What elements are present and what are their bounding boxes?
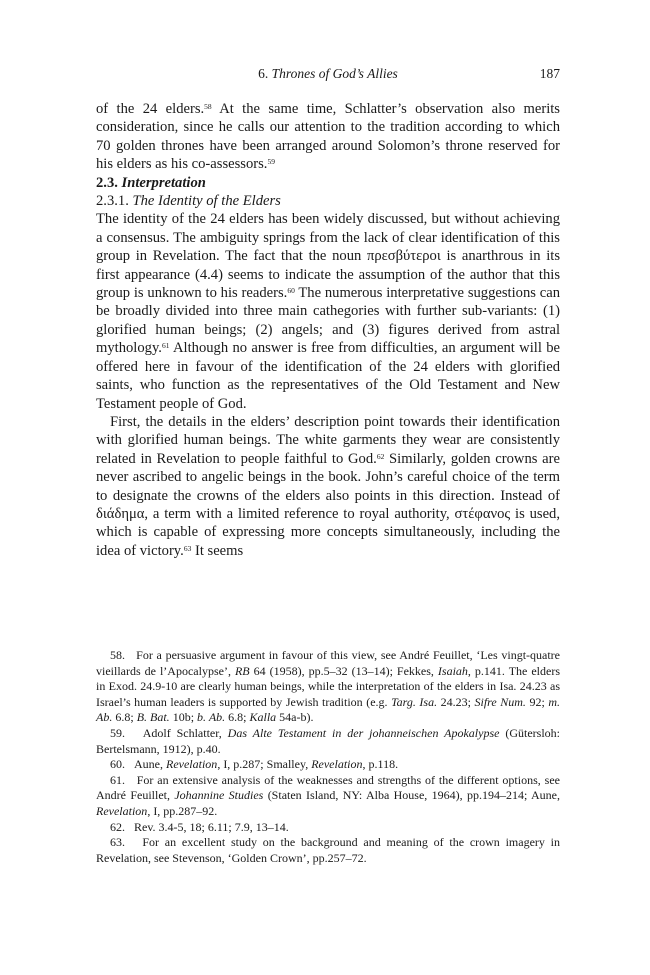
text-run: 6.8; — [225, 710, 250, 725]
text-run: The identity of the 24 elders has been widely discussed, but without achieving a consensus. The ambiguity springs from the lack of clear identification of this group in Revelation. The fact that the noun πρεσβύτεροι is anarthrous in its first appearance (4.4) seems to indicate the assumption of the author that this group is unknown to his readers. — [96, 211, 560, 302]
book-title: Revelation — [96, 803, 148, 818]
page-number: 187 — [539, 66, 560, 81]
footnote-ref-61[interactable]: 61 — [161, 341, 170, 351]
text-run: 10b; — [169, 710, 198, 725]
text-run: It seems — [191, 542, 244, 559]
running-head — [96, 66, 560, 84]
footnote-number: 59. — [110, 725, 125, 740]
text-run: Although no answer is free from difficulties, an argument will be offered here in favour of the identification of the 24 elders with glorified saints, who function as the representatives of the Old Testament and New Testament people of God. — [96, 340, 560, 412]
paragraph-2 — [96, 210, 560, 412]
text-run: 24.23; — [437, 694, 475, 709]
source-title: b. Ab. — [197, 710, 226, 725]
book-title: Johannine Studies — [174, 788, 264, 803]
source-title: Sifre Num. — [474, 694, 526, 709]
text-run: Aune, — [134, 757, 166, 772]
text-run: For an extensive analysis of the weaknesses and strengths of the different options, see André Feuillet, — [96, 772, 560, 803]
text-run: 92; — [525, 694, 549, 709]
footnote-63 — [96, 835, 560, 866]
source-title: Kalla — [249, 710, 277, 725]
source-title: Targ. Isa. — [391, 694, 438, 709]
section-title: Interpretation — [121, 174, 206, 191]
footnote-number: 58. — [110, 648, 125, 662]
footnote-number: 63. — [110, 835, 125, 850]
chapter-running-title — [96, 66, 560, 82]
subsection-heading — [96, 192, 560, 210]
footnote-number: 60. — [110, 757, 125, 772]
section-heading — [96, 174, 560, 192]
text-run: 54a-b). — [276, 710, 314, 725]
main-text — [96, 100, 560, 560]
text-run: (Staten Island, NY: Alba House, 1964), pp.194–214; Aune, — [263, 788, 560, 803]
paragraph-3 — [96, 413, 560, 560]
text-run: , I, pp.287–92. — [147, 803, 218, 818]
book-title: Das Alte Testament in der johanneischen Apokalypse — [227, 725, 500, 740]
book-title: Revelation — [311, 757, 363, 772]
footnote-ref-60[interactable]: 60 — [287, 286, 295, 296]
text-run: , p.118. — [362, 757, 399, 772]
footnote-59 — [96, 726, 560, 757]
footnote-61 — [96, 773, 560, 820]
text-run: (Gütersloh: Bertelsmann, 1912), p.40. — [96, 725, 561, 756]
footnote-ref-59[interactable]: 59 — [267, 157, 275, 167]
footnote-number: 61. — [110, 772, 125, 787]
text-run: 64 (1958), pp.5–32 (13–14); Fekkes, — [249, 663, 438, 678]
footnote-number: 62. — [110, 819, 125, 834]
text-run: The numerous interpretative suggestions can be broadly divided into three main cathegories with further sub-variants: (1) glorified human beings; (2) angels; and (3) figures derived from astral mythology. — [96, 285, 560, 357]
footnote-ref-58[interactable]: 58 — [204, 102, 212, 111]
footnote-62 — [96, 820, 560, 836]
text-run: Rev. 3.4-5, 18; 6.11; 7.9, 13–14. — [134, 819, 289, 834]
source-title: B. Bat. — [136, 710, 170, 725]
text-run: , I, p.287; Smalley, — [217, 757, 312, 772]
text-run: For an excellent study on the background and meaning of the crown imagery in Revelation, see Stevenson, ‘Golden Crown’, pp.257–72. — [96, 835, 561, 865]
text-run: , p.141. The elders in Exod. 24.9-10 are clearly human beings, while the interpretation of the elders in Isa. 24.23 as Israel’s human leaders is supported by Jewish tradition (e.g. — [96, 663, 560, 709]
text-run: For a persuasive argument in favour of this view, see André Feuillet, ‘Les vingt-quatre vieillards de l’Apocalypse’, — [96, 648, 561, 678]
footnotes — [96, 648, 560, 866]
chapter-number: 6. — [258, 66, 269, 81]
text-run: At the same time, Schlatter’s observation also merits consideration, since he calls our attention to the tradition according to which 70 golden thrones have been arranged around Solomon’s throne reserved for his elders as his co-assessors. — [96, 101, 560, 173]
journal-title: RB — [234, 663, 250, 678]
book-title: Isaiah — [437, 663, 468, 678]
subsection-number: 2.3.1. — [96, 193, 129, 210]
source-title: m. Ab. — [96, 694, 560, 725]
text-run: 6.8; — [112, 710, 137, 725]
chapter-title: Thrones of God’s Allies — [271, 66, 398, 81]
footnote-ref-63[interactable]: 63 — [183, 543, 192, 553]
text-run: First, the details in the elders’ description point towards their identification with glorified human beings. The white garments they wear are consistently related in Revelation to people faithful to God. — [96, 413, 560, 467]
book-title: Revelation — [166, 757, 218, 772]
text-run: Similarly, golden crowns are never ascribed to angelic beings in the book. John’s careful choice of the term to designate the crowns of the elders also points in this direction. Instead of διάδημα, a term with a limited reference to royal authority, στέφανος is used, which is capable of expressing more concepts simultaneously, including the idea of victory. — [96, 450, 560, 559]
text-run: Adolf Schlatter, — [142, 725, 228, 740]
subsection-title: The Identity of the Elders — [132, 193, 281, 210]
footnote-60 — [96, 757, 560, 773]
section-number: 2.3. — [96, 174, 118, 191]
footnote-58 — [96, 648, 560, 726]
paragraph-1 — [96, 100, 560, 174]
text-run: of the 24 elders. — [96, 101, 205, 117]
footnote-ref-62[interactable]: 62 — [376, 451, 385, 461]
